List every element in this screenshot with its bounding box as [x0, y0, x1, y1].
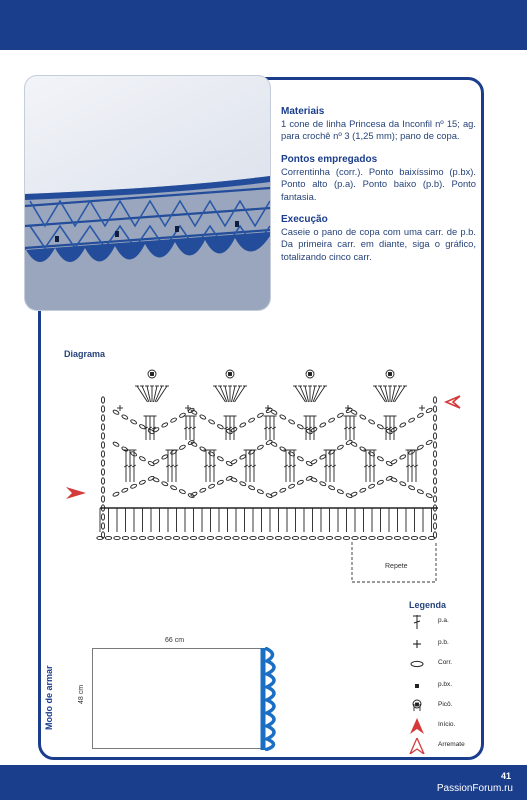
chain-stitch — [101, 406, 104, 412]
legend-item — [408, 738, 498, 754]
chain-stitch — [318, 536, 324, 539]
chain-stitch — [399, 481, 406, 487]
dish-towel-outline — [92, 648, 264, 749]
chain-stitch — [114, 536, 120, 539]
chain-stitch — [199, 536, 205, 539]
chain-stitch — [101, 496, 104, 502]
chain-stitch — [182, 536, 188, 539]
chain-stitch — [257, 489, 264, 495]
chain-stitch — [248, 417, 255, 423]
chain-stitch — [337, 489, 344, 495]
chain-stitch — [335, 536, 341, 539]
chain-stitch — [390, 477, 397, 483]
chain-stitch — [408, 485, 415, 491]
legend-label: p.bx. — [438, 681, 453, 688]
width-dimension: 66 cm — [165, 637, 185, 644]
chain-stitch — [101, 424, 104, 430]
chain-stitch — [139, 536, 145, 539]
chain-stitch — [239, 481, 246, 487]
chain-stitch — [179, 412, 186, 418]
execution-heading: Execução — [281, 214, 328, 226]
picot-center — [309, 373, 312, 376]
chain-stitch — [417, 444, 424, 450]
stitches-heading: Pontos empregados — [281, 153, 378, 165]
materials-heading: Materiais — [281, 106, 325, 117]
chain-stitch — [426, 493, 433, 499]
legend-item — [408, 718, 498, 734]
chain-stitch — [267, 536, 273, 539]
oval-chain-icon — [408, 656, 426, 672]
chain-stitch — [433, 442, 436, 448]
chain-stitch — [101, 514, 104, 520]
chain-stitch — [241, 536, 247, 539]
chain-stitch — [170, 485, 177, 491]
stitches-text: Correntinha (corr.). Ponto baixíssimo (p.bx). Ponto alto (p.a). Ponto baixo (p.b). Ponto fantasia. — [281, 165, 476, 202]
diagram-title: Diagrama — [64, 349, 106, 359]
legend-label: p.a. — [438, 617, 449, 624]
chain-stitch — [297, 480, 304, 486]
chain-stitch — [337, 412, 344, 418]
chain-stitch — [433, 469, 436, 475]
picot-center — [229, 373, 232, 376]
legend-item — [408, 636, 498, 652]
chain-stitch — [270, 491, 277, 497]
legend-item — [408, 698, 498, 714]
picot-icon — [408, 698, 426, 714]
chain-stitch — [426, 439, 433, 445]
chain-stitch — [328, 417, 335, 423]
page-number: 41 — [500, 771, 511, 781]
chain-stitch — [130, 484, 137, 490]
chain-stitch — [420, 536, 426, 539]
assembly-title: Modo de armar — [44, 665, 54, 730]
chain-stitch — [257, 444, 264, 450]
chain-stitch — [130, 419, 137, 425]
instructions-panel — [281, 105, 476, 273]
legend-item — [408, 678, 498, 694]
chain-stitch — [377, 456, 384, 462]
chain-stitch — [239, 454, 246, 460]
chain-stitch — [284, 536, 290, 539]
chain-stitch — [101, 469, 104, 475]
chain-stitch — [377, 424, 384, 430]
double-crochet-icon — [408, 614, 426, 630]
chain-stitch — [433, 532, 436, 538]
chain-stitch — [105, 536, 111, 539]
chain-stitch — [368, 484, 375, 490]
chain-stitch — [433, 406, 436, 412]
chain-stitch — [101, 523, 104, 529]
chain-stitch — [350, 441, 357, 447]
chain-stitch — [131, 536, 137, 539]
chain-stitch — [297, 424, 304, 430]
lace-edging-image — [25, 76, 270, 310]
legend-title: Legenda — [409, 600, 447, 610]
height-dimension: 48 cm — [78, 684, 85, 704]
chain-stitch — [250, 536, 256, 539]
chain-stitch — [112, 441, 119, 447]
chain-stitch — [248, 485, 255, 491]
chain-stitch — [360, 536, 366, 539]
chain-stitch — [257, 412, 264, 418]
chain-stitch — [199, 487, 206, 493]
chain-stitch — [411, 536, 417, 539]
chain-stitch — [101, 433, 104, 439]
chain-stitch — [217, 480, 224, 486]
chain-stitch — [359, 446, 366, 452]
chain-stitch — [350, 491, 357, 497]
chain-stitch — [297, 456, 304, 462]
chain-stitch — [208, 419, 215, 425]
chain-stitch — [270, 409, 277, 415]
chain-stitch — [275, 536, 281, 539]
chain-stitch — [122, 536, 128, 539]
chain-stitch — [161, 454, 168, 460]
chain-stitch — [258, 536, 264, 539]
chain-stitch — [101, 397, 104, 403]
chain-stitch — [433, 514, 436, 520]
legend-label: p.b. — [438, 639, 449, 646]
chain-stitch — [148, 536, 154, 539]
chain-stitch — [121, 487, 128, 493]
chain-stitch — [208, 484, 215, 490]
chain-stitch — [170, 417, 177, 423]
chain-stitch — [417, 489, 424, 495]
chain-stitch — [279, 487, 286, 493]
chain-stitch — [217, 456, 224, 462]
chain-stitch — [399, 454, 406, 460]
chain-stitch — [199, 446, 206, 452]
chain-stitch — [310, 477, 317, 483]
chain-stitch — [179, 444, 186, 450]
dot-icon — [408, 678, 426, 694]
chain-stitch — [161, 422, 168, 428]
chain-stitch — [233, 536, 239, 539]
picot-center — [389, 373, 392, 376]
chain-stitch — [408, 417, 415, 423]
chain-stitch — [121, 414, 128, 420]
chain-stitch — [377, 536, 383, 539]
chain-stitch — [190, 491, 197, 497]
chain-stitch — [179, 489, 186, 495]
chain-stitch — [199, 414, 206, 420]
chain-stitch — [337, 444, 344, 450]
chain-stitch — [433, 523, 436, 529]
chain-stitch — [101, 478, 104, 484]
chain-stitch — [399, 422, 406, 428]
execution-text: Caseie o pano de copa com uma carr. de p.b. Da primeira carr. em diante, siga o gráfico, totalizando cinco carr. — [281, 226, 476, 262]
chain-stitch — [433, 451, 436, 457]
chain-stitch — [292, 536, 298, 539]
lace-edge-schematic — [260, 647, 284, 751]
chain-stitch — [112, 409, 119, 415]
chain-stitch — [309, 536, 315, 539]
chain-stitch — [224, 536, 230, 539]
chain-stitch — [101, 460, 104, 466]
chain-stitch — [217, 424, 224, 430]
chain-stitch — [352, 536, 358, 539]
chain-stitch — [156, 536, 162, 539]
chain-stitch — [112, 491, 119, 497]
header-bar — [0, 0, 527, 50]
chain-stitch — [426, 407, 433, 413]
chain-stitch — [288, 419, 295, 425]
chain-stitch — [319, 481, 326, 487]
chain-stitch — [394, 536, 400, 539]
legend-label: Arremate — [438, 741, 465, 748]
chain-stitch — [101, 451, 104, 457]
chain-stitch — [165, 536, 171, 539]
chain-stitch — [359, 487, 366, 493]
chain-stitch — [279, 414, 286, 420]
repeat-label: Repete — [385, 563, 408, 570]
chain-stitch — [359, 414, 366, 420]
chain-stitch — [173, 536, 179, 539]
chain-stitch — [369, 536, 375, 539]
chain-stitch — [301, 536, 307, 539]
chain-stitch — [101, 415, 104, 421]
chain-stitch — [328, 485, 335, 491]
plus-icon — [408, 636, 426, 652]
legend-label: Corr. — [438, 659, 453, 666]
chain-stitch — [279, 446, 286, 452]
chain-stitch — [239, 422, 246, 428]
chain-stitch — [350, 409, 357, 415]
site-watermark: PassionForum.ru — [436, 783, 513, 794]
chain-stitch — [139, 456, 146, 462]
chain-stitch — [101, 487, 104, 493]
chain-stitch — [343, 536, 349, 539]
chain-stitch — [121, 446, 128, 452]
chain-stitch — [433, 424, 436, 430]
chain-stitch — [270, 441, 277, 447]
chain-stitch — [161, 481, 168, 487]
legend-label: Início. — [438, 721, 456, 728]
chain-stitch — [433, 460, 436, 466]
chain-stitch — [368, 419, 375, 425]
materials-text: 1 cone de linha Princesa da Inconfil nº 15; ag. para crochê nº 3 (1,25 mm); pano de copa. — [281, 118, 476, 142]
chain-stitch — [433, 487, 436, 493]
chain-stitch — [326, 536, 332, 539]
chain-stitch — [207, 536, 213, 539]
chain-stitch — [101, 442, 104, 448]
chain-stitch — [190, 536, 196, 539]
crochet-chart — [60, 360, 480, 585]
chain-stitch — [190, 409, 197, 415]
chain-stitch — [433, 433, 436, 439]
chain-stitch — [230, 477, 237, 483]
chain-stitch — [319, 454, 326, 460]
chain-stitch — [152, 477, 159, 483]
chain-stitch — [433, 478, 436, 484]
chain-stitch — [319, 422, 326, 428]
chain-stitch — [433, 397, 436, 403]
legend-item — [408, 614, 498, 630]
chain-stitch — [417, 412, 424, 418]
lace-photo — [25, 76, 270, 310]
chain-stitch — [216, 536, 222, 539]
start-arrow-icon — [408, 718, 426, 734]
chain-stitch — [190, 441, 197, 447]
legend-item — [408, 656, 498, 672]
chain-stitch — [288, 484, 295, 490]
chain-stitch — [139, 480, 146, 486]
finish-marker-icon — [446, 396, 460, 408]
chain-stitch — [433, 496, 436, 502]
repeat-bracket — [352, 542, 436, 582]
legend-label: Picô. — [438, 701, 453, 708]
finish-arrow-icon — [408, 738, 426, 754]
chain-stitch — [433, 415, 436, 421]
start-marker-icon — [66, 487, 86, 499]
chain-stitch — [386, 536, 392, 539]
picot-center — [151, 373, 154, 376]
chain-stitch — [377, 480, 384, 486]
chain-stitch — [403, 536, 409, 539]
